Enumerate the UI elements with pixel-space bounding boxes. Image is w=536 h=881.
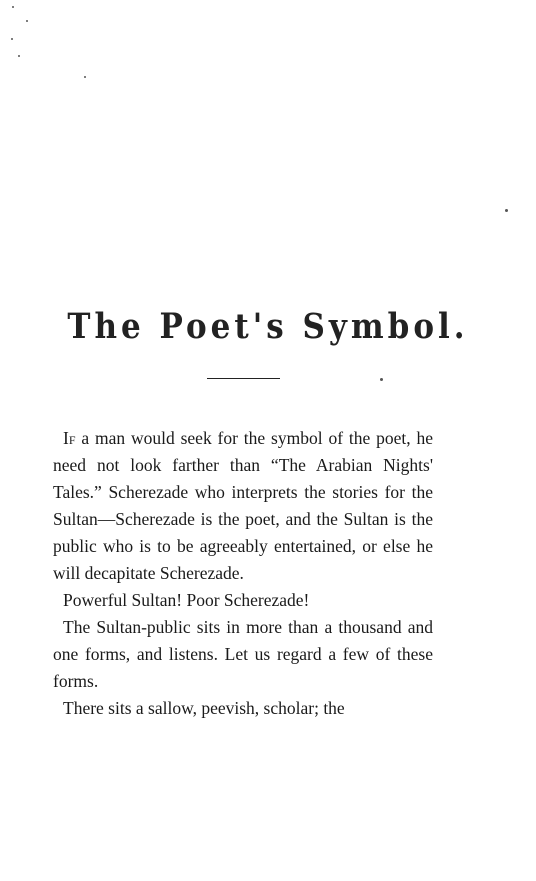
ink-speck xyxy=(11,38,13,40)
ink-speck xyxy=(18,55,20,57)
ink-speck xyxy=(505,209,508,212)
ink-speck xyxy=(12,6,14,8)
paragraph xyxy=(53,425,433,587)
paragraph: Powerful Sultan! Poor Scherezade! xyxy=(63,590,310,610)
ink-speck xyxy=(380,378,383,381)
paragraph-text: a man would seek for the symbol of the poet, he need not look farther than “The Arabian Nights' Tales.” Scherezade who interprets the stories for the Sultan—Scherezade is the poet, and the Sultan is the public who is to be agreeably entertained, or else he will decapitate Scherezade. xyxy=(53,428,433,583)
body-text xyxy=(53,425,433,722)
paragraph: There sits a sallow, peevish, scholar; the xyxy=(63,698,345,718)
opening-word: If xyxy=(63,428,76,448)
title-rule xyxy=(207,378,280,379)
paragraph: The Sultan-public sits in more than a thousand and one forms, and listens. Let us regard a few of these forms. xyxy=(53,617,433,691)
page-title: The Poet's Symbol. xyxy=(67,306,469,347)
ink-speck xyxy=(84,76,86,78)
ink-speck xyxy=(26,20,28,22)
